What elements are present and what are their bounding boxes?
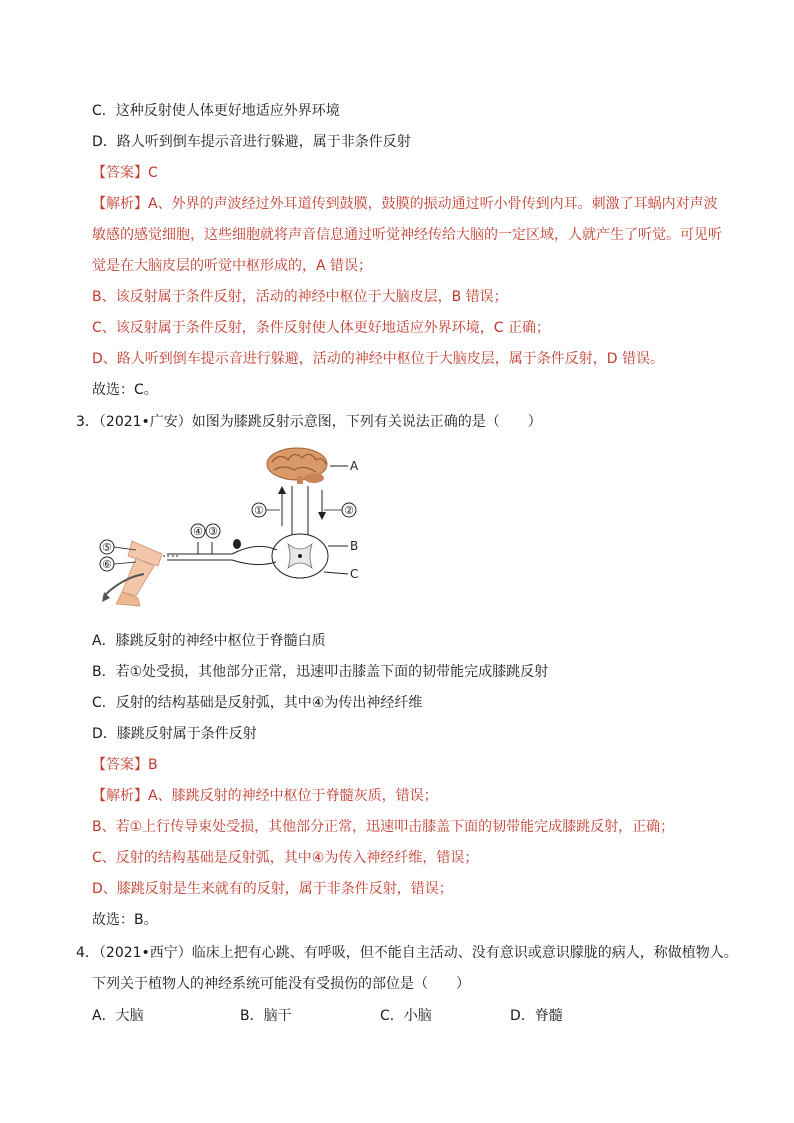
label-1: ①	[254, 504, 264, 517]
q4-option-d: D．脊髓	[510, 1008, 563, 1024]
q4-option-c: C．小脑	[380, 1008, 432, 1024]
q3-stem: 3．（2021•广安）如图为膝跳反射示意图，下列有关说法正确的是（ ）	[76, 414, 542, 430]
answer-tag: 【答案】	[92, 165, 148, 181]
answer-value: B	[148, 757, 158, 773]
q3-analysis-line-3: C、反射的结构基础是反射弧，其中④为传入神经纤维，错误；	[92, 850, 479, 866]
analysis-text: A、外界的声波经过外耳道传到鼓膜，鼓膜的振动通过听小骨传到内耳。刺激了耳蜗内对声波	[148, 196, 718, 212]
q2-analysis-line-4: B、该反射属于条件反射，活动的神经中枢位于大脑皮层，B 错误；	[92, 289, 508, 305]
q3-option-b: B．若①处受损，其他部分正常，迅速叩击膝盖下面的韧带能完成膝跳反射	[92, 664, 549, 680]
brain-icon	[267, 448, 327, 484]
q2-analysis-line-3: 觉是在大脑皮层的听觉中枢形成的，A 错误；	[92, 258, 373, 274]
q4-stem-line-2: 下列关于植物人的神经系统可能没有受损伤的部位是（ ）	[92, 976, 470, 992]
knee-reflex-diagram	[92, 446, 372, 614]
knee-reflex-svg	[92, 446, 372, 614]
q3-choose: 故选：B。	[92, 912, 158, 928]
q2-analysis-line-2: 敏感的感觉细胞，这些细胞就将声音信息通过听觉神经传给大脑的一定区域，人就产生了听觉。可见听	[92, 227, 722, 243]
label-b: B	[350, 539, 359, 553]
label-4: ④	[193, 525, 203, 538]
q2-option-d: D．路人听到倒车提示音进行躲避，属于非条件反射	[92, 134, 411, 150]
q3-analysis-line-4: D、膝跳反射是生来就有的反射，属于非条件反射，错误；	[92, 881, 453, 897]
analysis-tag: 【解析】	[92, 196, 148, 212]
answer-value: C	[148, 165, 158, 181]
q2-analysis-line-1	[92, 194, 718, 214]
label-2: ②	[344, 504, 354, 517]
label-6: ⑥	[102, 558, 112, 571]
ganglion	[233, 539, 241, 549]
label-c: C	[350, 567, 359, 581]
answer-tag: 【答案】	[92, 757, 148, 773]
q2-analysis-line-5: C、该反射属于条件反射，条件反射使人体更好地适应外界环境，C 正确；	[92, 320, 550, 336]
q3-option-d: D．膝跳反射属于条件反射	[92, 726, 257, 742]
q4-stem-line-1: 4．（2021•西宁）临床上把有心跳、有呼吸，但不能自主活动、没有意识或意识朦胧的病人，称做植物人。	[76, 945, 738, 961]
analysis-tag: 【解析】	[92, 788, 148, 804]
q3-analysis-line-1	[92, 786, 438, 806]
q4-option-b: B．脑干	[240, 1008, 292, 1024]
q4-option-a: A．大脑	[92, 1008, 144, 1024]
label-a: A	[350, 459, 359, 473]
analysis-text: A、膝跳反射的神经中枢位于脊髓灰质，错误；	[148, 788, 438, 804]
q2-analysis-line-6: D、路人听到倒车提示音进行躲避，活动的神经中枢位于大脑皮层，属于条件反射，D 错误。	[92, 351, 665, 367]
q4-options-row	[92, 1006, 563, 1026]
q2-answer	[92, 163, 158, 183]
q3-analysis-line-2: B、若①上行传导束处受损，其他部分正常，迅速叩击膝盖下面的韧带能完成膝跳反射，正确；	[92, 819, 675, 835]
q3-option-a: A．膝跳反射的神经中枢位于脊髓白质	[92, 633, 326, 649]
q2-option-c: C．这种反射使人体更好地适应外界环境	[92, 103, 340, 119]
label-5: ⑤	[102, 541, 112, 554]
q3-option-c: C．反射的结构基础是反射弧，其中④为传出神经纤维	[92, 695, 423, 711]
q2-choose: 故选：C。	[92, 382, 158, 398]
q3-answer	[92, 755, 158, 775]
label-3: ③	[208, 525, 218, 538]
